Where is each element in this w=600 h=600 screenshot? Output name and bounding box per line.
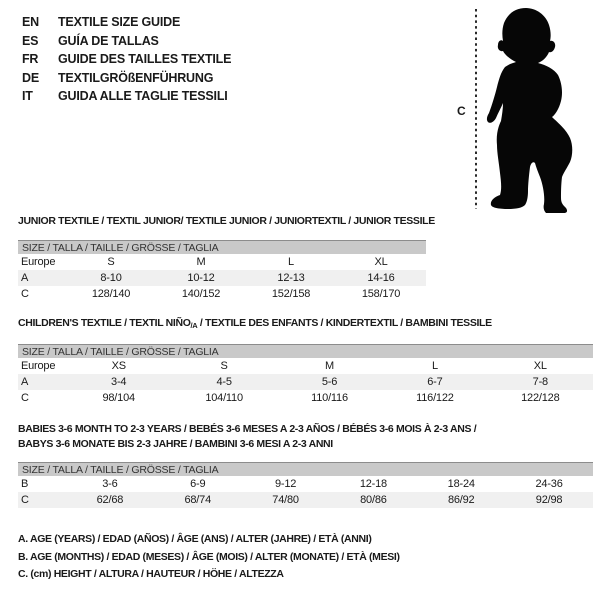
babies-row-height — [18, 492, 593, 508]
children-row-age — [18, 374, 593, 390]
note-age-months: B. AGE (MONTHS) / EDAD (MESES) / ÂGE (MOIS) / ALTER (MONATE) / ETÀ (MESI) — [18, 550, 400, 563]
table-cell: 122/128 — [521, 392, 560, 404]
table-cell: 3-4 — [111, 376, 127, 388]
table-cell: L — [288, 256, 294, 268]
language-title: GUIDA ALLE TAGLIE TESSILI — [58, 89, 228, 104]
table-cell: 12-18 — [359, 478, 387, 490]
toddler-silhouette-icon — [487, 8, 572, 213]
table-cell: 110/116 — [311, 392, 348, 404]
row-label: C — [21, 494, 29, 506]
table-cell: 152/158 — [271, 288, 311, 300]
table-cell: 158/170 — [361, 288, 401, 300]
table-cell: 4-5 — [216, 376, 232, 388]
language-row-fr — [22, 50, 231, 69]
children-size-table — [18, 344, 593, 406]
children-row-height — [18, 390, 593, 406]
row-label: Europe — [21, 360, 56, 372]
table-cell: 74/80 — [272, 494, 299, 506]
language-title: GUÍA DE TALLAS — [58, 33, 159, 48]
table-cell: 104/110 — [205, 392, 243, 404]
table-cell: 140/152 — [181, 288, 221, 300]
children-title-sub: /A — [190, 321, 198, 330]
table-cell: M — [325, 360, 334, 372]
table-cell: 7-8 — [532, 376, 548, 388]
table-cell: 3-6 — [102, 478, 118, 490]
table-cell: 10-12 — [187, 272, 215, 284]
note-age-years: A. AGE (YEARS) / EDAD (AÑOS) / ÂGE (ANS) / ALTER (JAHRE) / ETÀ (ANNI) — [18, 533, 372, 545]
table-cell: 86/92 — [447, 494, 475, 506]
row-label: A — [21, 376, 29, 388]
language-title: TEXTILGRÖßENFÜHRUNG — [58, 70, 214, 85]
language-row-de — [22, 69, 231, 88]
language-title: TEXTILE SIZE GUIDE — [58, 15, 181, 30]
language-row-en — [22, 13, 231, 32]
table-cell: 116/122 — [416, 392, 454, 404]
language-code: EN — [22, 15, 39, 30]
table-cell: S — [107, 256, 115, 268]
children-title-part2: / TEXTILE DES ENFANTS / KINDERTEXTIL / BAMBINI TESSILE — [197, 317, 492, 329]
junior-row-europe — [18, 254, 426, 270]
table-cell: XL — [374, 256, 388, 268]
table-cell: 92/98 — [535, 494, 563, 506]
table-cell: 68/74 — [184, 494, 211, 506]
table-cell: 98/104 — [102, 392, 135, 404]
size-header-bar: SIZE / TALLA / TAILLE / GRÖSSE / TAGLIA — [18, 240, 426, 254]
language-row-es — [22, 32, 231, 51]
table-cell: 6-7 — [427, 376, 443, 388]
row-label: Europe — [21, 256, 56, 268]
junior-row-height — [18, 286, 426, 302]
children-table-title — [18, 317, 492, 330]
height-measure-label: C — [457, 104, 466, 118]
junior-size-table — [18, 240, 426, 302]
language-code: IT — [22, 89, 33, 104]
table-cell: XL — [533, 360, 547, 372]
table-cell: 6-9 — [190, 478, 206, 490]
table-cell: 128/140 — [91, 288, 131, 300]
table-cell: 8-10 — [100, 272, 122, 284]
table-cell: S — [220, 360, 228, 372]
language-code: FR — [22, 52, 39, 67]
table-cell: 14-16 — [367, 272, 395, 284]
table-cell: 9-12 — [274, 478, 297, 490]
note-height-cm: C. (cm) HEIGHT / ALTURA / HAUTEUR / HÖHE / ALTEZZA — [18, 568, 284, 580]
table-cell: XS — [111, 360, 126, 372]
table-cell: 24-36 — [535, 478, 563, 490]
babies-row-months — [18, 476, 593, 492]
table-cell: M — [196, 256, 206, 268]
babies-table-title-line2: BABYS 3-6 MONATE BIS 2-3 JAHRE / BAMBINI 3-6 MESI A 2-3 ANNI — [18, 438, 333, 450]
language-row-it — [22, 87, 231, 106]
children-row-europe — [18, 358, 593, 374]
row-label: C — [21, 288, 29, 300]
babies-size-table — [18, 462, 593, 508]
table-cell: 12-13 — [277, 272, 305, 284]
legend-notes — [18, 531, 400, 584]
row-label: B — [21, 478, 29, 490]
table-cell: L — [431, 360, 438, 372]
row-label: A — [21, 272, 29, 284]
toddler-silhouette-figure — [470, 5, 600, 215]
babies-table-title-line1: BABIES 3-6 MONTH TO 2-3 YEARS / BEBÉS 3-6 MESES A 2-3 AÑOS / BÉBÉS 3-6 MOIS À 2-3 ANS / — [18, 423, 477, 435]
table-cell: 80/86 — [360, 494, 387, 506]
size-header-bar: SIZE / TALLA / TAILLE / GRÖSSE / TAGLIA — [18, 462, 593, 476]
size-header-bar: SIZE / TALLA / TAILLE / GRÖSSE / TAGLIA — [18, 344, 593, 358]
junior-table-title: JUNIOR TEXTILE / TEXTIL JUNIOR/ TEXTILE JUNIOR / JUNIORTEXTIL / JUNIOR TESSILE — [18, 215, 435, 227]
language-code: DE — [22, 70, 39, 85]
children-title-part1: CHILDREN'S TEXTILE / TEXTIL NIÑO — [18, 317, 191, 329]
table-cell: 18-24 — [447, 478, 475, 490]
junior-row-age — [18, 270, 426, 286]
row-label: C — [21, 392, 29, 404]
language-title-list — [22, 13, 231, 106]
table-cell: 62/68 — [96, 494, 124, 506]
language-code: ES — [22, 33, 39, 48]
table-cell: 5-6 — [321, 376, 338, 388]
language-title: GUIDE DES TAILLES TEXTILE — [58, 52, 232, 67]
